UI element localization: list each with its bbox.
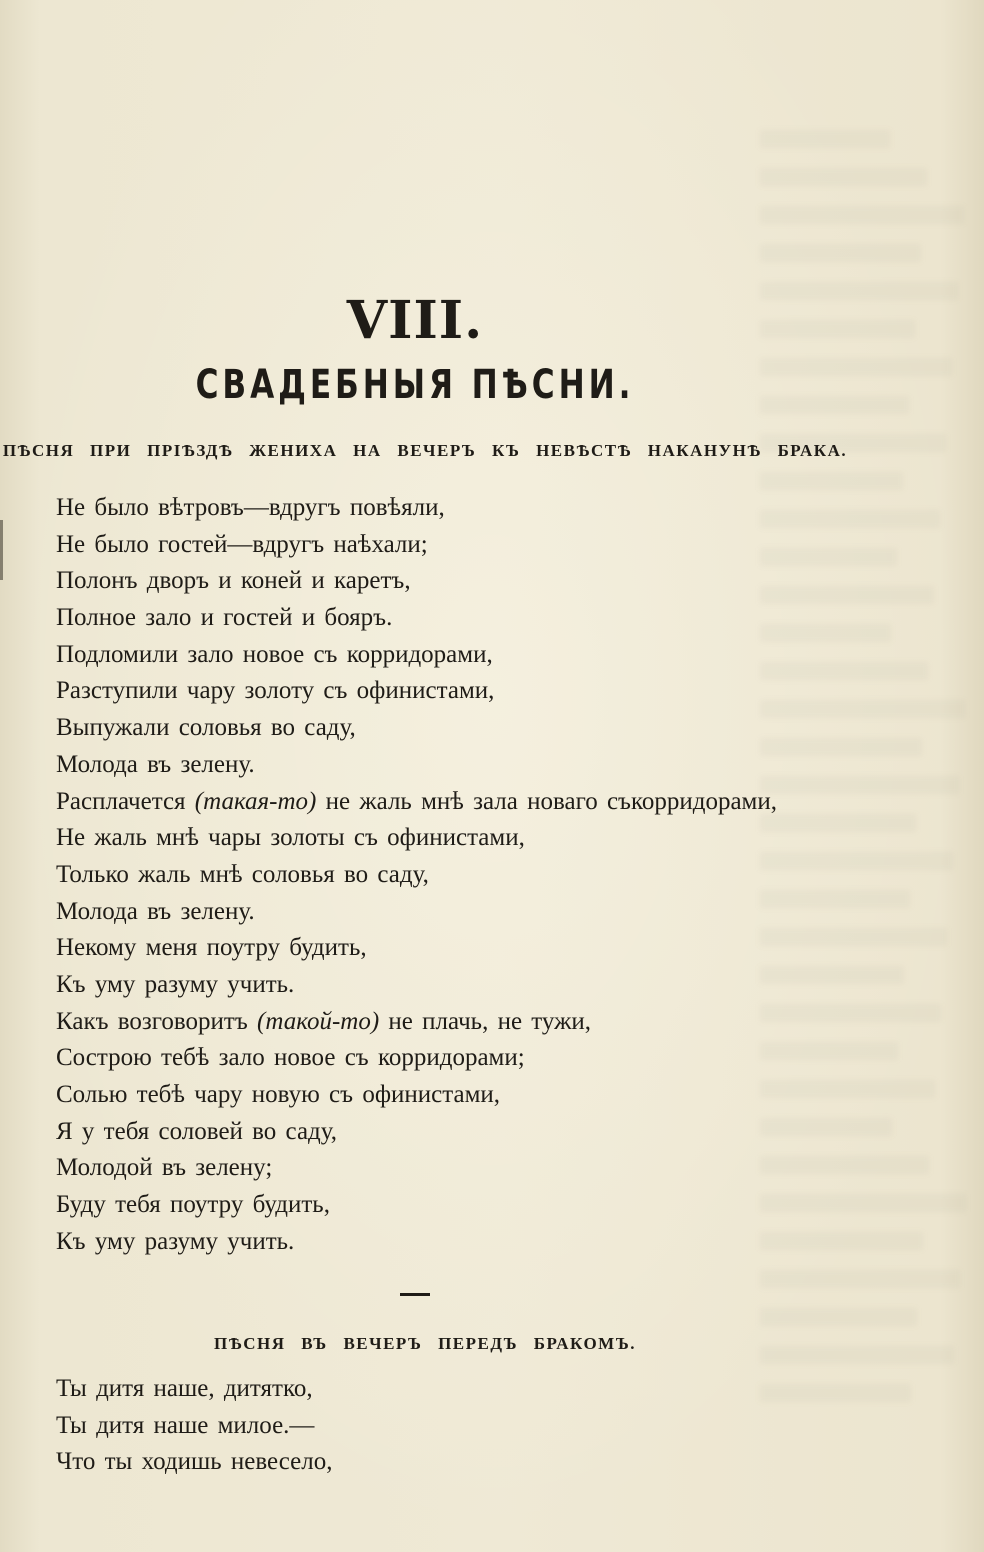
- verse-line: Молода въ зелену.: [56, 897, 255, 925]
- verse-line: Молода въ зелену.: [56, 750, 255, 778]
- verse-line: Къ уму разуму учить.: [56, 970, 295, 998]
- verse-line: Къ уму разуму учить.: [56, 1227, 295, 1255]
- show-through-line: [760, 206, 964, 224]
- section-divider: [400, 1293, 430, 1296]
- show-through-line: [760, 928, 947, 946]
- verse-line: Ты дитя наше милое.—: [56, 1411, 315, 1439]
- verse-line: Буду тебя поутру будить,: [56, 1191, 330, 1219]
- stage-direction: (такой-то): [257, 1007, 380, 1035]
- stage-direction: (такая-то): [194, 787, 317, 815]
- verse-line: Не жаль мнѣ чары золоты съ офинистами,: [56, 824, 525, 852]
- show-through-line: [760, 700, 965, 718]
- verse-line: Полное зало и гостей и бояръ.: [56, 604, 393, 632]
- show-through-line: [760, 662, 928, 680]
- verse-line: [56, 784, 777, 821]
- verse-line: Некому меня поутру будить,: [56, 934, 367, 962]
- verse-text: Расплачется: [56, 787, 195, 815]
- verse-line: Я у тебя соловей во саду,: [56, 1117, 338, 1145]
- verse-line: Что ты ходишь невесело,: [56, 1448, 333, 1476]
- verse-line: Не было гостей—вдругъ наѣхали;: [56, 530, 428, 558]
- chapter-number: VIII.: [346, 290, 484, 351]
- verse-text: не плачь, не тужи,: [379, 1007, 591, 1035]
- show-through-line: [760, 1194, 966, 1212]
- show-through-line: [760, 548, 897, 566]
- show-through-line: [760, 890, 910, 908]
- verse-text: Какъ возговоритъ: [56, 1007, 258, 1035]
- show-through-line: [760, 624, 891, 642]
- song-verses: [56, 490, 777, 1260]
- verse-line: [56, 1004, 777, 1041]
- show-through-line: [760, 1232, 923, 1250]
- verse-line: Не было вѣтровъ—вдругъ повѣяли,: [56, 494, 445, 521]
- show-through-line: [760, 852, 953, 870]
- show-through-line: [760, 586, 934, 604]
- song-verses: [56, 1371, 332, 1481]
- page-edge-mark: [0, 520, 3, 580]
- show-through-line: [760, 244, 921, 262]
- verse-line: Молодой въ зелену;: [56, 1154, 273, 1182]
- show-through-line: [760, 510, 940, 528]
- song-heading: ПѢСНЯ ВЪ ВЕЧЕРЪ ПЕРЕДЪ БРАКОМЪ.: [214, 1334, 636, 1353]
- show-through-line: [760, 1308, 917, 1326]
- verse-line: Разступили чару золоту съ офинистами,: [56, 677, 495, 705]
- show-through-line: [760, 776, 959, 794]
- show-through-line: [760, 472, 903, 490]
- song-heading: ПѢСНЯ ПРИ ПРІѢЗДѢ ЖЕНИХА НА ВЕЧЕРЪ КЪ НЕВѢСТѢ НАКАНУНѢ БРАКА.: [2, 441, 848, 460]
- verse-text: не жаль мнѣ зала новаго съкорридорами,: [316, 787, 777, 815]
- verse-line: Подломили зало новое съ корридорами,: [56, 640, 493, 668]
- show-through-line: [760, 358, 952, 376]
- show-through-line: [760, 396, 909, 414]
- show-through-line: [760, 966, 904, 984]
- verse-line: Выпужали соловья во саду,: [56, 714, 356, 742]
- show-through-line: [760, 1042, 898, 1060]
- show-through-line: [760, 814, 916, 832]
- chapter-title: СВАДЕБНЫЯ ПѢСНИ.: [195, 362, 635, 408]
- verse-line: Сострою тебѣ зало новое съ корридорами;: [56, 1044, 525, 1072]
- show-through-line: [760, 1156, 929, 1174]
- show-through-line: [760, 130, 890, 148]
- show-through-line: [760, 1384, 911, 1402]
- show-through-line: [760, 1080, 935, 1098]
- verse-line: Полонъ дворъ и коней и каретъ,: [56, 567, 411, 595]
- show-through-line: [760, 1270, 960, 1288]
- show-through-line: [760, 1004, 941, 1022]
- verse-line: Солью тебѣ чару новую съ офинистами,: [56, 1081, 501, 1108]
- verse-line: Ты дитя наше, дитятко,: [56, 1375, 313, 1402]
- show-through-line: [760, 738, 922, 756]
- verse-line: Только жаль мнѣ соловья во саду,: [56, 860, 429, 888]
- show-through-line: [760, 168, 927, 186]
- show-through-line: [760, 1118, 892, 1136]
